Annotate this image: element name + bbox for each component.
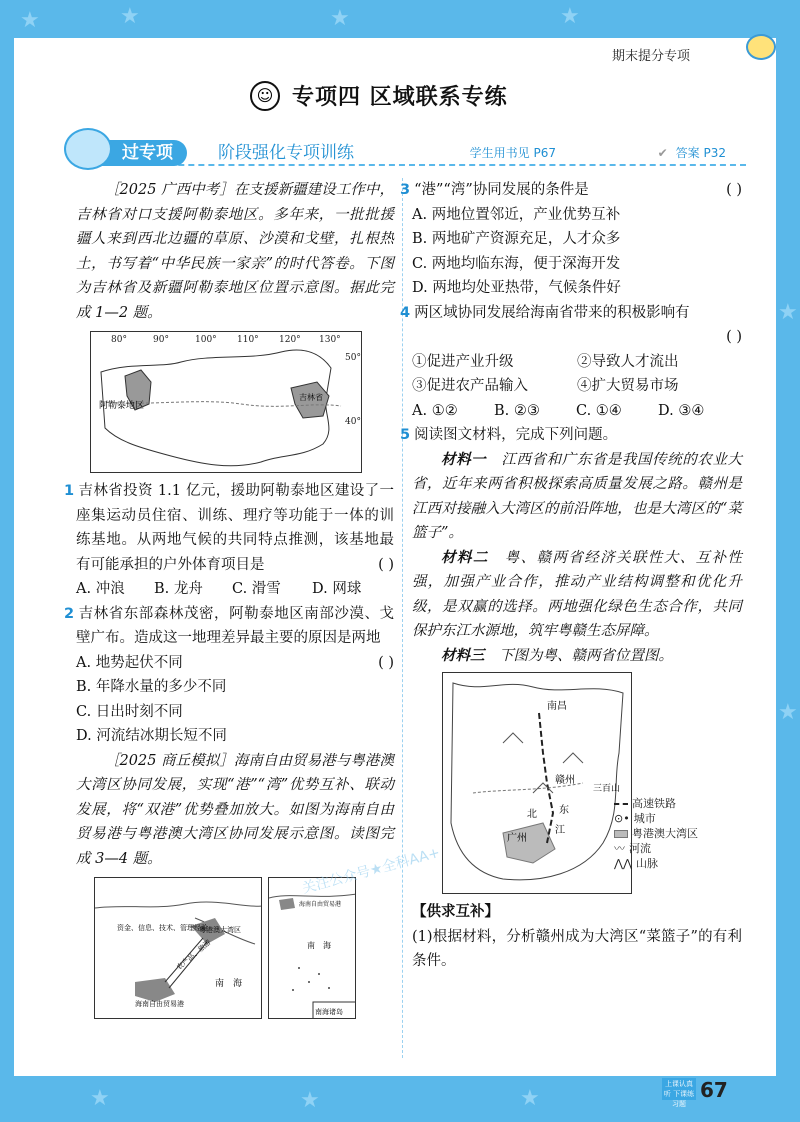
star-icon: ★ — [330, 6, 350, 31]
legend-item: 城市 — [633, 812, 656, 825]
map-legend: 高速铁路 ⊙• 城市 粤港澳大湾区 〰 河流 ⋀⋀ 山脉 — [614, 797, 698, 870]
option[interactable]: B. 年降水量的多少不同 — [76, 679, 227, 695]
material-3: 材料三 下图为粤、赣两省位置图。 — [441, 647, 673, 664]
hainan-region — [135, 978, 175, 1002]
jilin-label: 吉林省 — [299, 393, 323, 402]
label-dong: 东 — [559, 805, 569, 816]
star-icon: ★ — [560, 4, 580, 29]
option[interactable]: D. 网球 — [312, 581, 362, 597]
legend-item: 山脉 — [636, 857, 659, 870]
legend-item: 河流 — [629, 842, 651, 855]
subquestion-title: 【供求互补】 — [412, 904, 499, 920]
q1-options — [76, 577, 394, 602]
question-5: 5 阅读图文材料，完成下列问题。 — [400, 427, 618, 443]
title-text: 专项四 区域联系专练 — [292, 85, 508, 110]
lon-label: 120° — [279, 335, 301, 345]
option[interactable]: C. 日出时刻不同 — [76, 703, 183, 720]
lon-label: 90° — [153, 335, 169, 345]
star-icon: ★ — [778, 300, 798, 325]
intro-passage-2: ［2025 商丘模拟］海南自由贸易港与粤港澳大湾区协同发展，实现“港”“湾”优势互补、联动发展，将“双港”优势叠加放大。如图为海南自由贸易港与粤港澳大湾区协同发展示意图。读图完成 3—4 题。 — [76, 752, 394, 867]
altay-label: 阿勒泰地区 — [99, 401, 145, 411]
option[interactable]: A. 地势起伏不同 — [76, 654, 183, 671]
footer-badge: 上课认真听 下课练习题 — [663, 1080, 695, 1108]
star-icon: ★ — [120, 4, 140, 29]
map-jilin-altay — [90, 331, 362, 473]
mascot-icon — [64, 128, 112, 170]
option[interactable]: B. ②③ — [494, 402, 540, 419]
label-resources: 资金、信息、技术、管理经验 — [117, 924, 208, 932]
statement: ②导致人才流出 — [577, 353, 679, 370]
option[interactable]: D. 河流结冰期长短不同 — [76, 728, 227, 744]
label-guangzhou: 广州 — [507, 833, 527, 844]
book-reference: 学生用书见 P67 — [469, 146, 556, 160]
q2-options — [76, 651, 378, 749]
statement: ③促进农产品输入 — [412, 378, 528, 394]
section-subtitle: 阶段强化专项训练 — [218, 143, 354, 163]
star-icon: ★ — [20, 8, 40, 33]
option[interactable]: C. ①④ — [576, 402, 622, 419]
q4-items — [412, 350, 742, 399]
label-bei: 北 — [527, 809, 537, 820]
statement: ①促进产业升级 — [412, 353, 514, 370]
question-2: 2 吉林省东部森林茂密，阿勒泰地区南部沙漠、戈壁广布。造成这一地理差异最主要的原因是两地 ( ) — [64, 605, 394, 671]
subquestion-1: (1)根据材料，分析赣州成为大湾区“菜篮子”的有利条件。 — [412, 928, 742, 969]
lon-label: 130° — [319, 335, 341, 345]
material-1: 材料一 江西省和广东省是我国传统的农业大省，近年来两省积极探索高质量发展之路。赣州是江西对接融入大湾区的前沿阵地，也是大湾区的“菜篮子”。 — [412, 451, 743, 541]
option[interactable]: A. 冲浪 — [76, 581, 125, 597]
label-hainan: 海南自由贸易港 — [135, 1000, 184, 1008]
star-icon: ★ — [90, 1086, 110, 1111]
header-tab: 期末提分专项 — [612, 49, 691, 64]
star-icon: ★ — [778, 700, 798, 725]
map-hainan-gba — [94, 877, 394, 1019]
label-sanbaishan: 三百山 — [593, 784, 621, 794]
page-number: 67 — [700, 1078, 728, 1102]
map-guangdong-jiangxi — [442, 672, 632, 894]
label-sea2: 南 海 — [307, 941, 331, 950]
check-icon: ✔ — [657, 146, 668, 160]
question-1: 1 吉林省投资 1.1 亿元，援助阿勒泰地区建设了一座集运动员住宿、训练、理疗等功能于一体的训练基地。从两地气候的共同特点推测，该基地最有可能承担的户外体育项目是 ( ) — [64, 483, 394, 573]
left-column — [64, 178, 394, 1019]
star-icon: ★ — [520, 1086, 540, 1111]
lat-label: 40° — [345, 417, 361, 427]
lon-label: 80° — [111, 335, 127, 345]
label-jiang: 江 — [555, 825, 565, 836]
city-icon: ⊙• — [614, 812, 630, 825]
legend-item: 粤港澳大湾区 — [632, 827, 698, 840]
q4-options — [412, 399, 742, 424]
option[interactable]: C. 滑雪 — [232, 581, 281, 597]
mascot-icon — [746, 34, 776, 60]
option[interactable]: C. 两地均临东海，便于深海开发 — [412, 255, 621, 272]
label-gba: 粤港澳大湾区 — [199, 926, 241, 934]
watermark: 关注公众号★全科AA+ — [300, 844, 442, 898]
lon-label: 100° — [195, 335, 217, 345]
map-inset — [268, 877, 356, 1019]
option[interactable]: B. 两地矿产资源充足，人才众多 — [412, 231, 621, 247]
statement: ④扩大贸易市场 — [577, 378, 679, 394]
answer-reference: ✔ 答案 P32 — [657, 146, 726, 160]
label-sea: 南 海 — [215, 979, 243, 989]
question-3: 3 “港”“湾”协同发展的条件是 ( ) — [400, 182, 742, 198]
option[interactable]: D. ③④ — [658, 402, 705, 419]
legend-item: 高速铁路 — [632, 797, 676, 810]
intro-passage-1: ［2025 广西中考］在支援新疆建设工作中，吉林省对口支援阿勒泰地区。多年来，一批批援疆人来到西北边疆的草原、沙漠和戈壁，扎根热土，书写着“中华民族一家亲”的时代答卷。下图为吉林省及新疆阿勒泰地区位置示意图。据此完成 1—2 题。 — [76, 182, 394, 321]
star-icon: ★ — [300, 1088, 320, 1113]
section-badge: 过专项 — [78, 140, 187, 166]
option[interactable]: B. 龙舟 — [154, 581, 203, 597]
map-main — [94, 877, 262, 1019]
section-bar — [78, 140, 746, 166]
lat-label: 50° — [345, 353, 361, 363]
smiley-icon: ☺ — [250, 81, 280, 111]
page-title — [250, 80, 508, 111]
label-nanchang: 南昌 — [547, 701, 567, 712]
lon-label: 110° — [237, 335, 259, 345]
q4-paren: ( ) — [726, 329, 742, 345]
option[interactable]: A. 两地位置邻近，产业优势互补 — [412, 206, 621, 223]
material-2: 材料二 粤、赣两省经济关联性大、互补性强，加强产业合作，推动产业结构调整和优化升级，是双赢的选择。两地强化绿色生态合作，共同保护东江水源地，筑牢粤赣生态屏障。 — [412, 549, 743, 639]
label-products: 农产品、旅游 — [175, 938, 213, 972]
label-islands: 南海诸岛 — [315, 1008, 343, 1016]
option[interactable]: A. ①② — [412, 402, 458, 419]
label-fta-small: 海南自由贸易港 — [299, 901, 342, 908]
option[interactable]: D. 两地均处亚热带，气候条件好 — [412, 280, 621, 296]
label-ganzhou: 赣州 — [555, 775, 575, 786]
question-4: 4 两区域协同发展给海南省带来的积极影响有 — [400, 304, 690, 321]
